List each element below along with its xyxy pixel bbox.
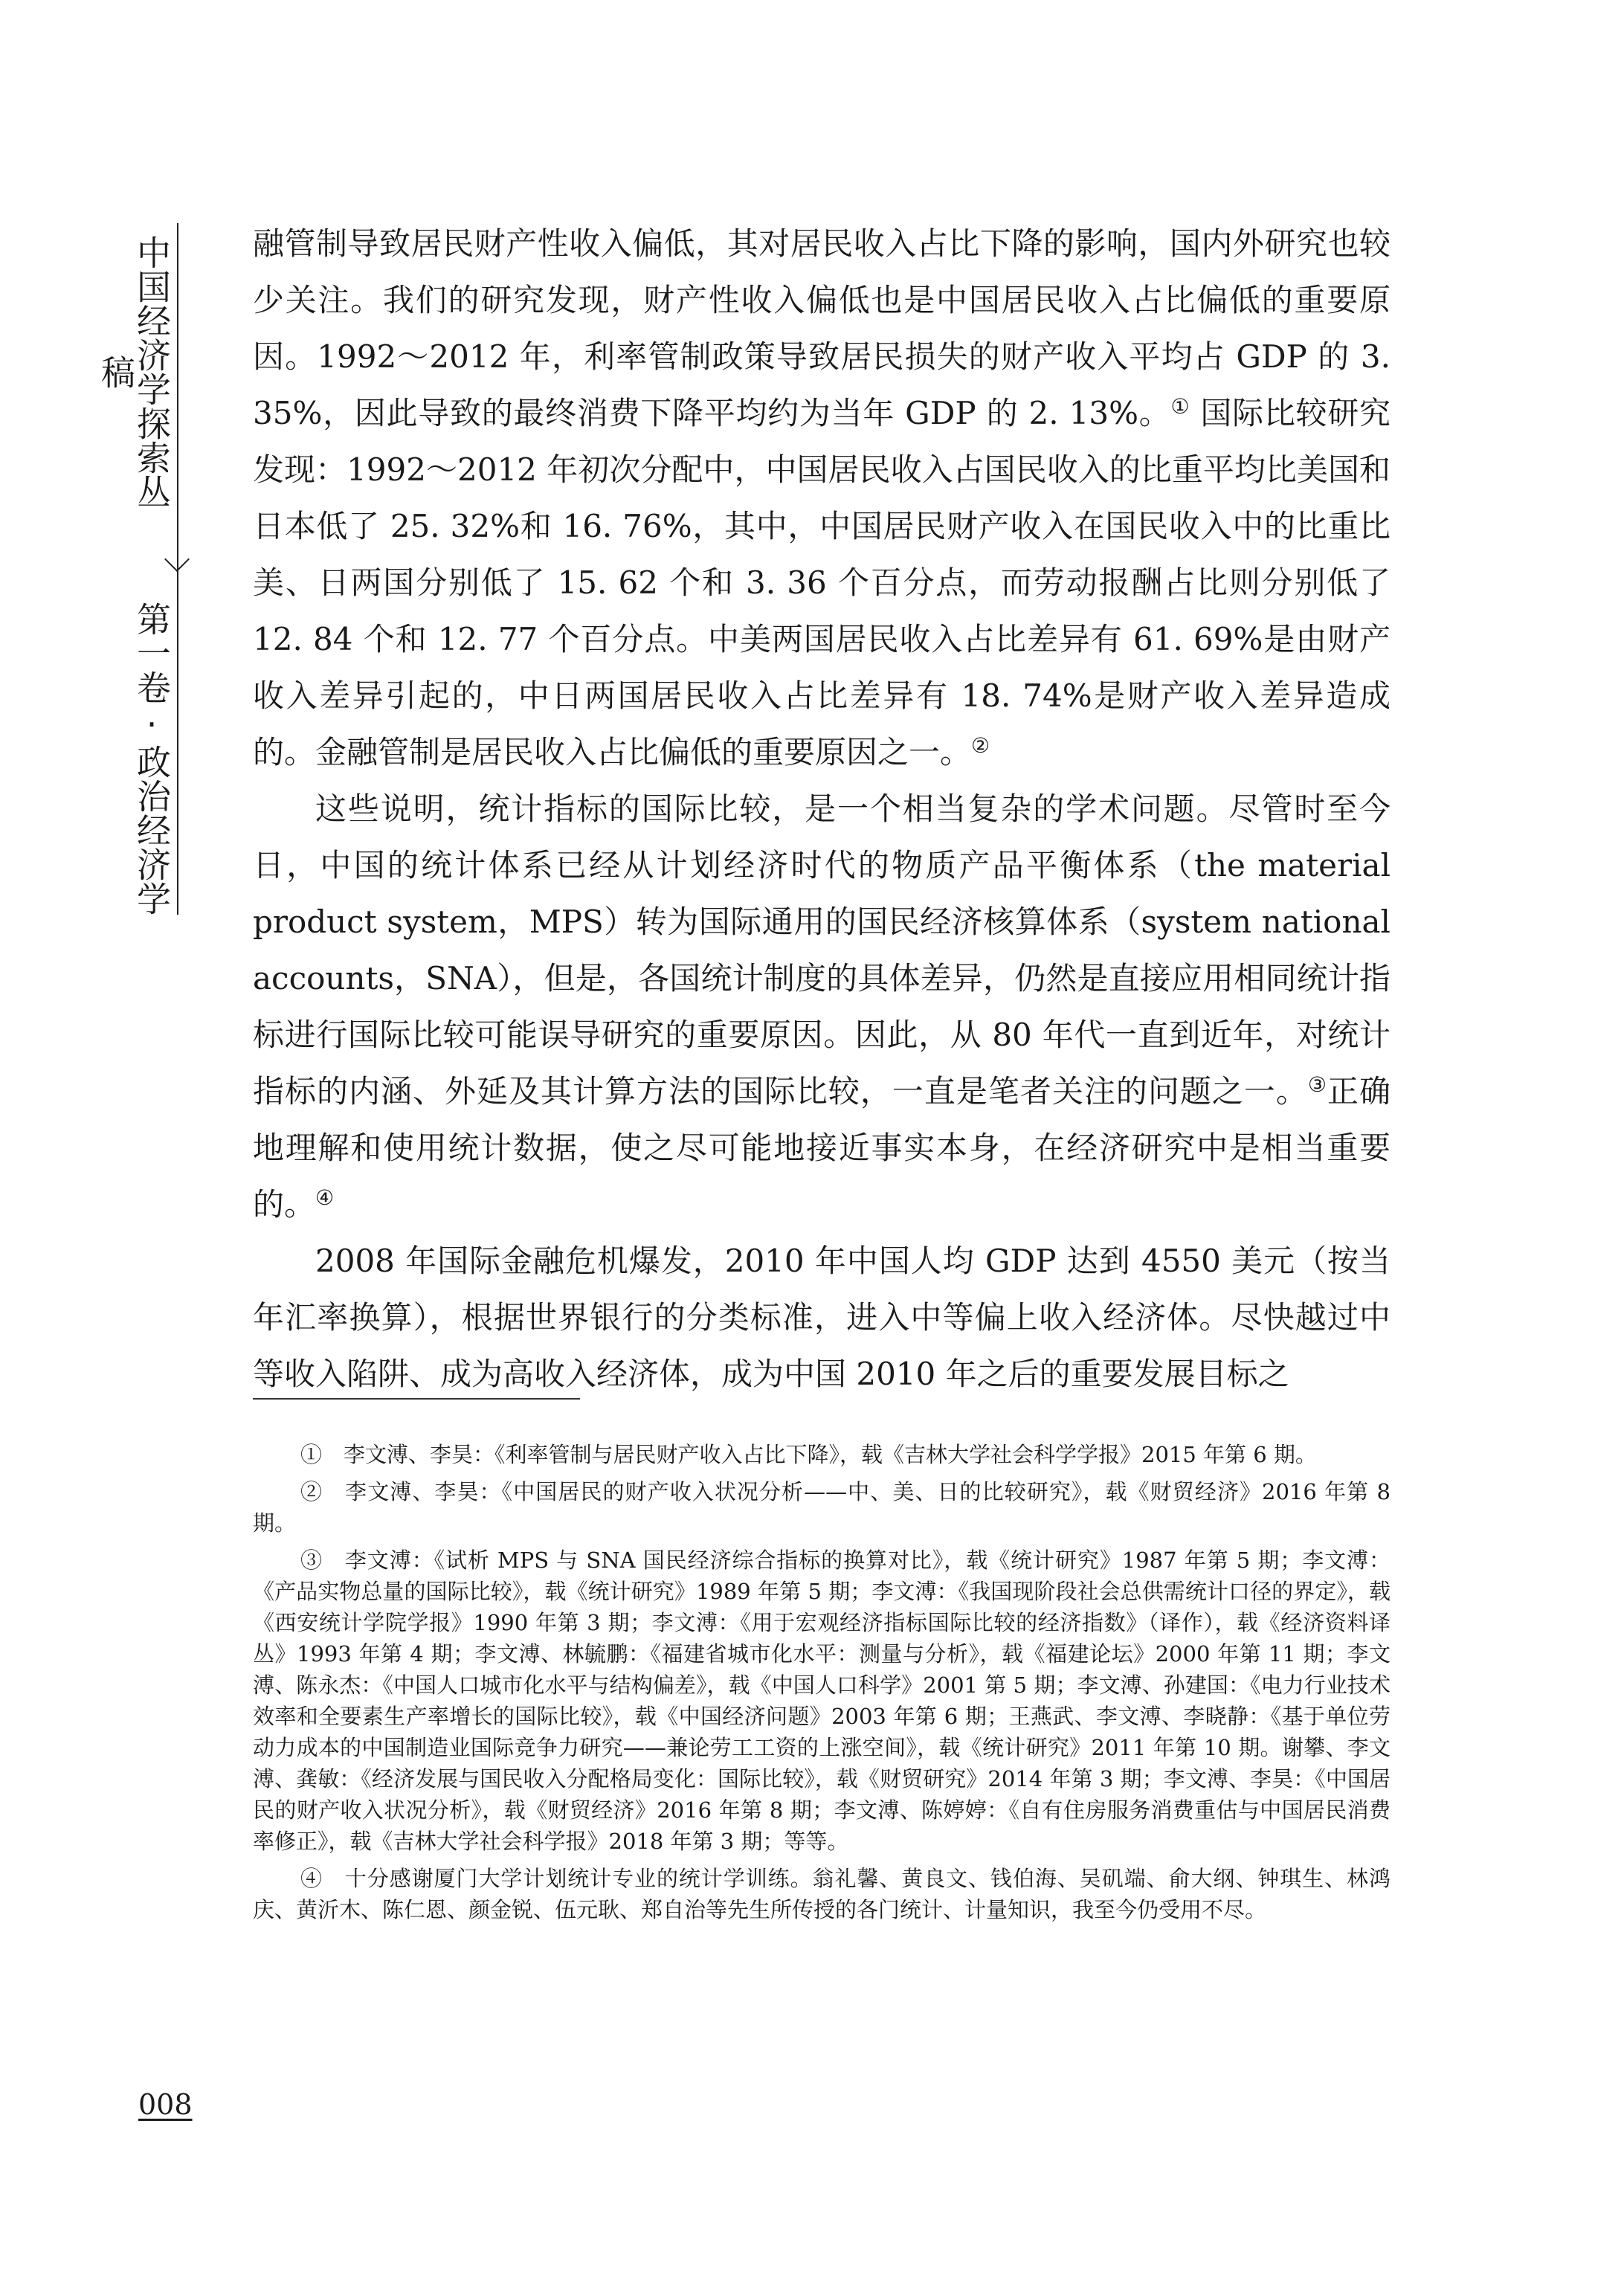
footnote-divider <box>253 1398 580 1400</box>
footnote-ref-3[interactable]: ③ <box>1307 1072 1327 1097</box>
paragraph-2-tail: 正确地理解和使用统计数据，使之尽可能地接近事实本身，在经济研究中是相当重要的。 <box>253 1073 1391 1223</box>
page-number: 008 <box>138 2088 193 2121</box>
footnote-1: ① 李文溥、李昊：《利率管制与居民财产收入占比下降》，载《吉林大学社会科学学报》2015 年第 6 期。 <box>300 1442 1317 1467</box>
footnote-2: ② 李文溥、李昊：《中国居民的财产收入状况分析——中、美、日的比较研究》，载《财贸经济》2016 年第 8 期。 <box>253 1479 1391 1536</box>
footnote-ref-1[interactable]: ① <box>1170 394 1190 419</box>
footnote-3: ③ 李文溥：《试析 MPS 与 SNA 国民经济综合指标的换算对比》，载《统计研究》1987 年第 5 期；李文溥：《产品实物总量的国际比较》，载《统计研究》1989 年第 5 期；李文溥：《我国现阶段社会总供需统计口径的界定》，载《西安统计学院学报》1990 年第 3 期；李文溥：《用于宏观经济指标国际比较的经济指数》（译作），载《经济资料译丛》1993 年第 4 期；李文溥、林毓鹏：《福建省城市化水平：测量与分析》，载《福建论坛》2000 年第 11 期；李文溥、陈永杰：《中国人口城市化水平与结构偏差》，载《中国人口科学》2001 第 5 期；李文溥、孙建国：《电力行业技术效率和全要素生产率增长的国际比较》，载《中国经济问题》2003 年第 6 期；王燕武、李文溥、李晓静：《基于单位劳动力成本的中国制造业国际竞争力研究——兼论劳工工资的上涨空间》，载《统计研究》2011 年第 10 期。谢攀、李文溥、龚敏：《经济发展与国民收入分配格局变化：国际比较》，载《财贸研究》2014 年第 3 期；李文溥、李昊：《中国居民的财产收入状况分析》，载《财贸经济》2016 年第 8 期；李文溥、陈婷婷：《自有住房服务消费重估与中国居民消费率修正》，载《吉林大学社会科学报》2018 年第 3 期；等等。 <box>253 1548 1391 1854</box>
paragraph-3-text: 2008 年国际金融危机爆发，2010 年中国人均 GDP 达到 4550 美元（按当年汇率换算），根据世界银行的分类标准，进入中等偏上收入经济体。尽快越过中等收入陷阱、成为高收入经济体，成为中国 2010 年之后的重要发展目标之 <box>253 1243 1391 1392</box>
side-divider <box>177 223 178 915</box>
paragraph-3 <box>253 1233 1391 1403</box>
paragraph-1-text: 融管制导致居民财产性收入偏低，其对居民收入占比下降的影响，国内外研究也较少关注。我们的研究发现，财产性收入偏低也是中国居民收入占比偏低的重要原因。1992～2012 年，利率管制政策导致居民损失的财产收入平均占 GDP 的 3. 35%，因此导致的最终消费下降平均约为当年 GDP 的 2. 13%。 <box>253 225 1391 431</box>
paragraph-1 <box>253 216 1391 781</box>
footnotes <box>253 1439 1391 1931</box>
paragraph-2-text: 这些说明，统计指标的国际比较，是一个相当复杂的学术问题。尽管时至今日，中国的统计体系已经从计划经济时代的物质产品平衡体系（the material product system，MPS）转为国际通用的国民经济核算体系（system national accounts，SNA），但是，各国统计制度的具体差异，仍然是直接应用相同统计指标进行国际比较可能误导研究的重要原因。因此，从 80 年代一直到近年，对统计指标的内涵、外延及其计算方法的国际比较，一直是笔者关注的问题之一。 <box>253 790 1391 1110</box>
volume-title: 第一卷·政治经济学 <box>132 602 172 915</box>
paragraph-1-tail: 国际比较研究发现：1992～2012 年初次分配中，中国居民收入占国民收入的比重平均比美国和日本低了 25. 32%和 16. 76%，其中，中国居民财产收入在国民收入中的比重比美、日两国分别低了 15. 62 个和 3. 36 个百分点，而劳动报酬占比则分别低了 12. 84 个和 12. 77 个百分点。中美两国居民收入占比差异有 61. 69%是由财产收入差异引起的，中日两国居民收入占比差异有 18. 74%是财产收入差异造成的。金融管制是居民收入占比偏低的重要原因之一。 <box>253 395 1391 770</box>
body-text <box>253 216 1391 1403</box>
paragraph-2 <box>253 781 1391 1233</box>
footnote-4: ④ 十分感谢厦门大学计划统计专业的统计学训练。翁礼馨、黄良文、钱伯海、吴矶端、俞大纲、钟琪生、林鸿庆、黄沂木、陈仁恩、颜金锐、伍元耿、郑自治等先生所传授的各门统计、计量知识，我至今仍受用不尽。 <box>253 1866 1391 1922</box>
footnote-ref-4[interactable]: ④ <box>315 1185 335 1210</box>
footnote-ref-2[interactable]: ② <box>971 733 990 758</box>
series-title: 中国经济学探索丛稿 <box>96 235 172 509</box>
